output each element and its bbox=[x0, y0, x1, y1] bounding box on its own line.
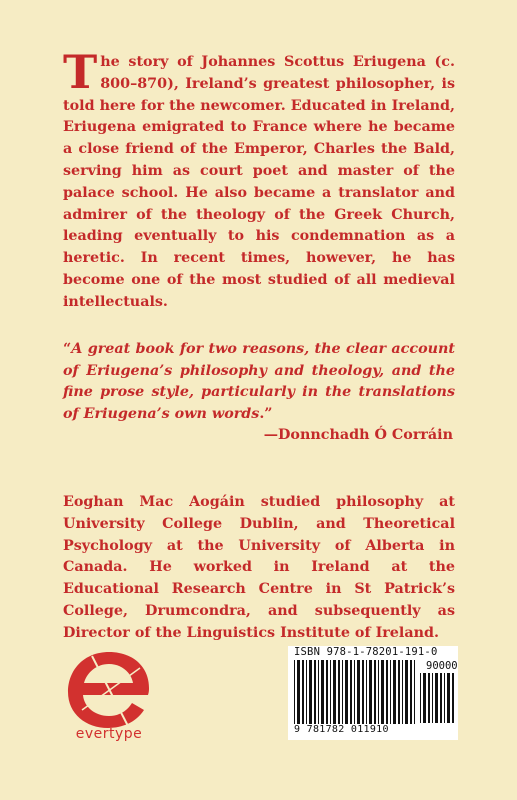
barcode-bar bbox=[402, 660, 403, 724]
blurb-paragraph bbox=[63, 45, 455, 314]
barcode-bar bbox=[345, 660, 348, 724]
barcode-bar bbox=[333, 660, 336, 724]
barcode-bar bbox=[381, 660, 384, 724]
barcode-bar bbox=[318, 660, 319, 724]
barcode-bar bbox=[326, 660, 328, 724]
barcode-bar bbox=[350, 660, 352, 724]
review-quote bbox=[63, 339, 455, 447]
barcode-bar bbox=[414, 660, 415, 724]
quote-text bbox=[63, 339, 455, 425]
barcode-bar bbox=[378, 660, 379, 724]
barcode-bar bbox=[321, 660, 324, 724]
barcode-bar bbox=[386, 660, 388, 724]
author-bio: Eoghan Mac Aogáin studied philosophy at University College Dublin, and Theoretical Psychology at the University of Alberta in Canada. He worked in Ireland at the Educational Research Centre in St Patrick’s College, Drumcondra, and subsequently as Director of the Linguistics Institute of Ireland. bbox=[63, 494, 455, 641]
barcode-bar bbox=[432, 673, 433, 723]
barcode-bar bbox=[452, 673, 454, 723]
addon-barcode-bars bbox=[420, 673, 454, 723]
barcode-bar bbox=[398, 660, 400, 724]
quote-open-mark: “ bbox=[63, 341, 72, 357]
barcode-bar bbox=[354, 660, 355, 724]
barcode-bar bbox=[357, 660, 360, 724]
publisher-name: evertype bbox=[75, 726, 143, 742]
barcode-bar bbox=[362, 660, 364, 724]
barcode-bar bbox=[405, 660, 408, 724]
barcode-bar bbox=[294, 660, 295, 724]
ean-barcode-bars bbox=[294, 660, 416, 724]
barcode-bar bbox=[338, 660, 340, 724]
isbn-label: ISBN 978-1-78201-191-0 bbox=[294, 646, 438, 658]
barcode-bar bbox=[428, 673, 430, 723]
barcode-bar bbox=[390, 660, 391, 724]
barcode-bar bbox=[435, 673, 438, 723]
barcode-bar bbox=[420, 673, 421, 723]
barcode-bar bbox=[410, 660, 412, 724]
barcode-bar bbox=[302, 660, 304, 724]
barcode-bar bbox=[366, 660, 367, 724]
barcode-bar bbox=[306, 660, 307, 724]
barcode-bar bbox=[314, 660, 316, 724]
barcode-digits: 9 781782 011910 bbox=[294, 724, 389, 735]
barcode-bar bbox=[369, 660, 372, 724]
quote-body: A great book for two reasons, the clear account of Eriugena’s philosophy and theology, and the fine prose style, particularly in the translations of Eriugena’s own words bbox=[63, 341, 455, 422]
drop-cap: T bbox=[63, 45, 98, 99]
barcode-bar bbox=[393, 660, 396, 724]
barcode-bar bbox=[374, 660, 376, 724]
barcode-bar bbox=[444, 673, 445, 723]
barcode-bar bbox=[330, 660, 331, 724]
price-code: 90000 bbox=[426, 660, 458, 672]
blurb-text: he story of Johannes Scottus Eriugena (c. 800–870), Ireland’s greatest philosopher, is told here for the newcomer. Educated in Ireland, Eriugena emigrated to France where he became a close friend of the Emperor, Charles the Bald, serving him as court poet and master of the palace school. He also became a translator and admirer of the theology of the Greek Church, leading eventually to his condemnation as a heretic. In recent times, however, he has become one of the most studied of all medieval intellectuals. bbox=[63, 54, 455, 310]
barcode-bar bbox=[447, 673, 450, 723]
barcode-bar bbox=[297, 660, 300, 724]
barcode-bar bbox=[440, 673, 442, 723]
quote-attribution: —Donnchadh Ó Corráin bbox=[263, 427, 453, 443]
barcode-bar bbox=[423, 673, 426, 723]
barcode-bar bbox=[342, 660, 343, 724]
barcode bbox=[288, 646, 458, 740]
barcode-bar bbox=[309, 660, 312, 724]
quote-close-mark: .” bbox=[259, 405, 273, 422]
